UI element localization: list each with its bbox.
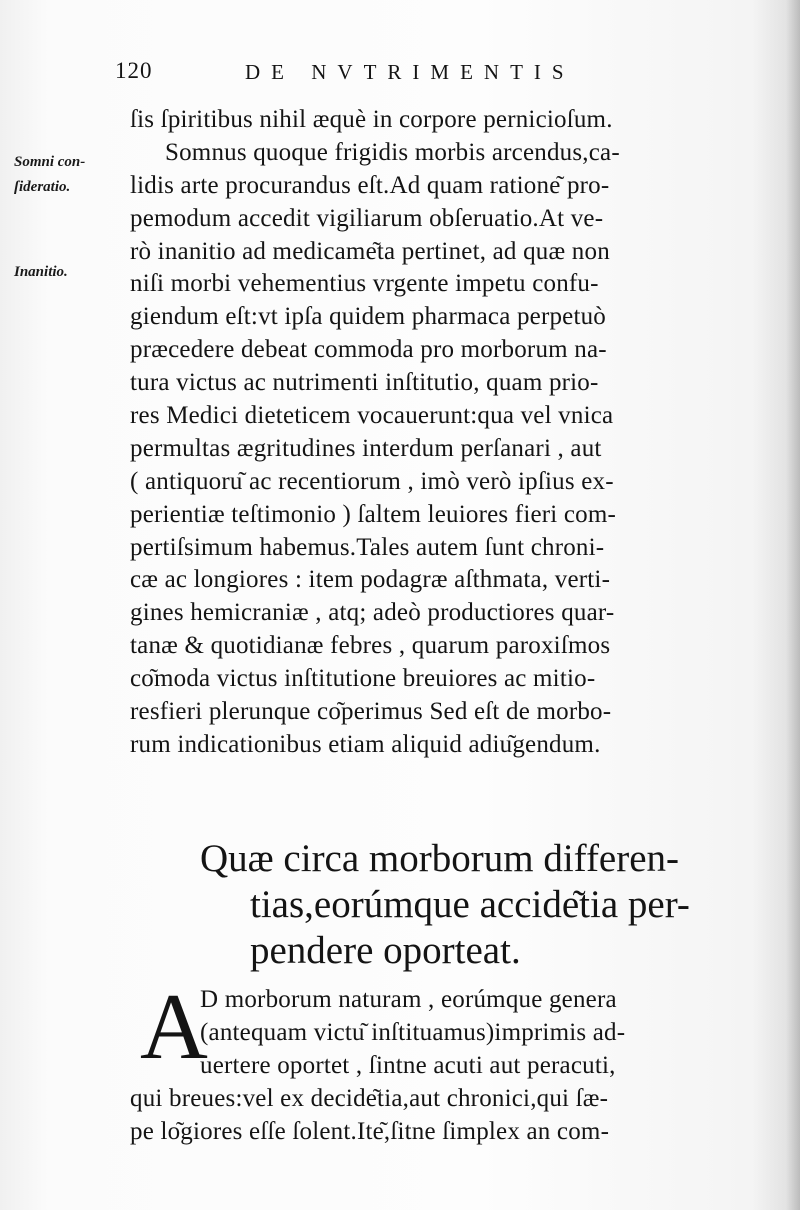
- text-line: ( antiquoru͂ ac recentiorum , imò verò ipſius ex-: [130, 467, 614, 495]
- text-line: (antequam victu͂ inſtituamus)imprimis ad-: [200, 1018, 626, 1046]
- page-edge-shadow: [786, 0, 800, 1210]
- text-line: co͂moda victus inſtitutione breuiores ac mitio-: [130, 665, 596, 693]
- running-title: DE NVTRIMENTIS: [245, 60, 575, 84]
- drop-cap: A: [140, 975, 208, 1079]
- heading-line: pendere oporteat.: [250, 929, 521, 972]
- text-line: tura victus ac nutrimenti inſtitutio, quam prio-: [130, 369, 599, 397]
- text-line: præcedere debeat commoda pro morborum na-: [130, 336, 607, 364]
- heading-line: tias,eorúmque accide͂tia per-: [250, 883, 690, 926]
- margin-note-inanitio: [14, 260, 68, 285]
- text-line: gines hemicraniæ , atq; adeò productiores quar-: [130, 599, 615, 627]
- text-line: cæ ac longiores : item podagræ aſthmata, verti-: [130, 566, 611, 594]
- text-line: res Medici dieteticem vocauerunt:qua vel vnica: [130, 402, 614, 430]
- section-heading: [200, 836, 770, 974]
- text-line: pe lo͂giores eſſe ſolent.Ite͂,ſitne ſimplex an com-: [130, 1117, 610, 1145]
- text-line: pertiſsimum habemus.Tales autem ſunt chroni-: [130, 533, 605, 561]
- text-line: tanæ & quotidianæ febres , quarum paroxiſmos: [130, 632, 611, 660]
- text-line: rò inanitio ad medicame͂ta pertinet, ad quæ non: [130, 237, 610, 265]
- text-line: niſi morbi vehementius vrgente impetu confu-: [130, 270, 599, 298]
- text-line: giendum eſt:vt ipſa quidem pharmaca perpetuò: [130, 303, 607, 331]
- text-line: rum indicationibus etiam aliquid adiu͂gendum.: [130, 730, 601, 758]
- margin-note-somni: [14, 150, 85, 200]
- text-line: qui breues:vel ex decide͂tia,aut chronici,qui ſæ-: [130, 1084, 609, 1112]
- running-head: [115, 58, 765, 92]
- paragraph-two: [130, 984, 770, 1148]
- text-line: resfieri plerunque co͂perimus Sed eſt de morbo-: [130, 698, 612, 726]
- text-line: pemodum accedit vigiliarum obſeruatio.At ve-: [130, 204, 604, 232]
- margin-note-line: ſideratio.: [14, 179, 71, 195]
- margin-note-line: Inanitio.: [14, 264, 68, 280]
- page-number: 120: [115, 58, 153, 83]
- text-line: perientiæ teſtimonio ) ſaltem leuiores fieri com-: [130, 500, 617, 528]
- margin-note-line: Somni con-: [14, 154, 86, 170]
- body-text: [130, 104, 758, 762]
- text-line: uertere oportet , ſintne acuti aut peracuti,: [200, 1051, 616, 1079]
- text-line: lidis arte procurandus eſt.Ad quam ratione͂ pro-: [130, 171, 610, 199]
- heading-line: Quæ circa morborum differen-: [200, 837, 680, 880]
- text-line: ſis ſpiritibus nihil æquè in corpore pernicioſum.: [130, 106, 613, 133]
- text-line: D morborum naturam , eorúmque genera: [200, 986, 617, 1013]
- text-line: permultas ægritudines interdum perſanari , aut: [130, 434, 602, 462]
- text-line: Somnus quoque frigidis morbis arcendus,ca-: [165, 138, 620, 166]
